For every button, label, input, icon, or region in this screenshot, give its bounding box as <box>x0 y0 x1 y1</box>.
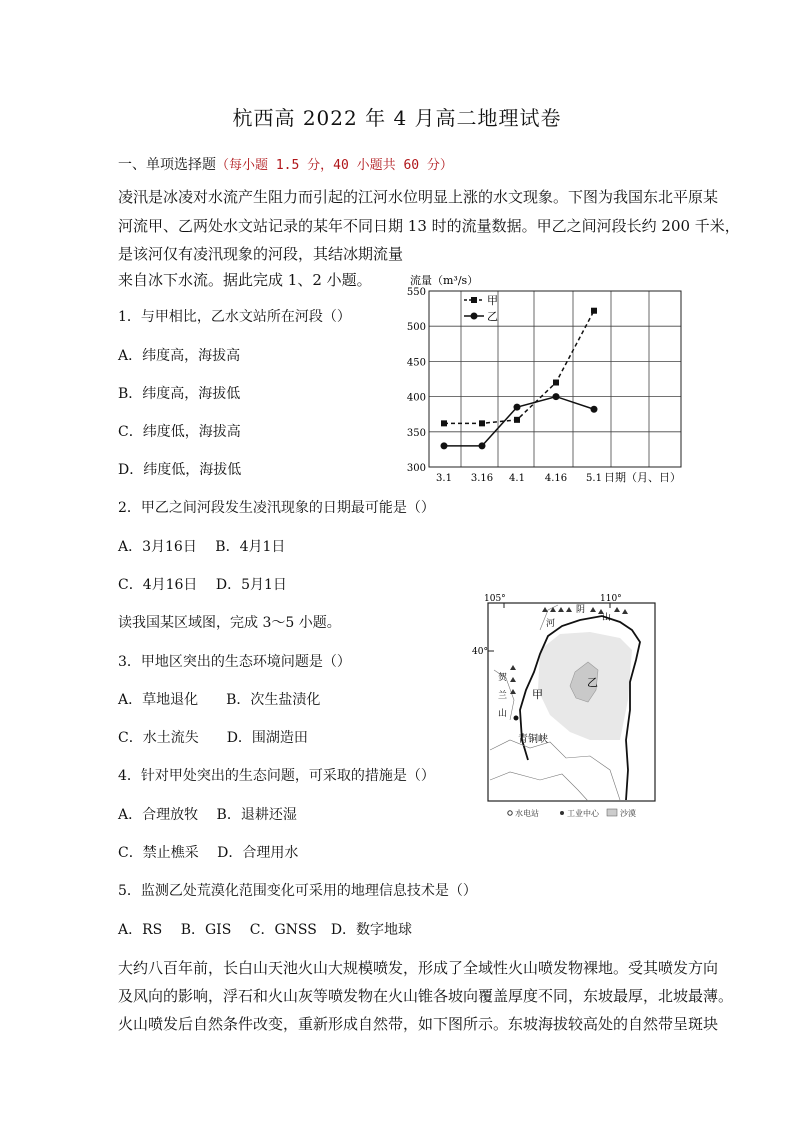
desert-icon <box>607 809 617 816</box>
y-tick-label: 450 <box>406 357 426 369</box>
flow-chart <box>404 268 696 488</box>
label-yi: 乙 <box>587 676 598 689</box>
page-title: 杭西高 2022 年 4 月高二地理试卷 <box>232 106 562 130</box>
point-jia <box>479 420 485 426</box>
q2-stem: 2．甲乙之间河段发生凌汛现象的日期最可能是（） <box>118 500 435 516</box>
y-tick-label: 500 <box>406 322 426 334</box>
point-jia <box>514 417 520 423</box>
label-he: 贺 <box>498 673 508 683</box>
industry-icon <box>560 811 564 815</box>
q5-stem: 5．监测乙处荒漠化范围变化可采用的地理信息技术是（） <box>118 883 477 899</box>
region-map <box>470 590 666 822</box>
legend-hydro: 水电站 <box>515 809 539 818</box>
y-tick-label: 350 <box>406 427 426 439</box>
label-lan: 兰 <box>498 691 508 701</box>
q1-stem: 1．与甲相比，乙水文站所在河段（） <box>118 309 351 325</box>
section-title: 一、单项选择题 <box>118 157 216 173</box>
legend-desert: 沙漠 <box>620 809 636 818</box>
x-tick-label: 5.1 <box>586 473 602 484</box>
map-legend <box>508 808 636 818</box>
y-tick-label: 300 <box>406 463 426 474</box>
intro2: 读我国某区域图，完成 3～5 小题。 <box>118 615 341 631</box>
legend-yi: 乙 <box>487 310 498 323</box>
chart-grid <box>429 291 681 467</box>
intro1-line1: 凌汛是冰凌对水流产生阻力而引起的江河水位明显上涨的水文现象。下图为我国东北平原某 <box>118 188 719 206</box>
point-yi <box>479 442 486 449</box>
map-lat-40: 40° <box>472 647 488 657</box>
label-qingtongxia: 青铜峡 <box>518 734 548 745</box>
legend-industry: 工业中心 <box>567 809 599 818</box>
intro3-line1: 大约八百年前，长白山天池火山大规模喷发，形成了全域性火山喷发物裸地。受其喷发方向 <box>118 959 719 977</box>
x-tick-label: 4.16 <box>544 473 568 484</box>
intro1-line2: 河流甲、乙两处水文站记录的某年不同日期 13 时的流量数据。甲乙之间河段长约 200 千米， <box>118 217 740 235</box>
chart-ylabel: 流量（m³/s） <box>410 274 479 287</box>
q2-options-cd: C．4月16日 D．5月1日 <box>118 577 287 593</box>
x-tick-label: 3.16 <box>470 473 494 484</box>
map-lon-105: 105° <box>484 594 506 604</box>
chart-xlabel: 日期（月、日） <box>604 471 681 484</box>
q1-option-a: A．纬度高，海拔高 <box>118 348 241 364</box>
section-note: （每小题 1.5 分，40 小题共 60 分） <box>216 158 453 173</box>
q1-option-b: B．纬度高，海拔低 <box>118 386 241 402</box>
x-tick-label: 3.1 <box>436 473 452 484</box>
intro3-line2: 及风向的影响，浮石和火山灰等喷发物在火山锥各坡向覆盖厚度不同，东坡最厚，北坡最薄。 <box>118 987 734 1005</box>
label-shan2: 山 <box>498 709 508 719</box>
industry-center-dot <box>514 716 519 721</box>
chart-series <box>441 308 598 450</box>
q3-options-ab: A．草地退化 B．次生盐渍化 <box>118 692 321 708</box>
point-yi <box>553 393 560 400</box>
x-tick-label: 4.1 <box>509 473 525 484</box>
chart-y-ticks <box>407 287 426 474</box>
hydropower-icon <box>508 811 512 815</box>
point-jia <box>441 420 447 426</box>
q4-options-ab: A．合理放牧 B．退耕还湿 <box>118 807 297 823</box>
chart-x-ticks <box>436 473 602 484</box>
point-jia <box>553 380 559 386</box>
map-lon-110: 110° <box>600 594 622 604</box>
q4-stem: 4．针对甲处突出的生态问题，可采取的措施是（） <box>118 768 435 784</box>
legend-jia: 甲 <box>487 294 498 307</box>
q3-stem: 3．甲地区突出的生态环境问题是（） <box>118 654 351 670</box>
label-yin: 阴 <box>576 605 586 615</box>
point-yi <box>441 442 448 449</box>
label-river: 河 <box>546 619 556 629</box>
q2-options-ab: A．3月16日 B．4月1日 <box>118 539 286 555</box>
y-tick-label: 550 <box>406 287 426 298</box>
q1-option-c: C．纬度低，海拔高 <box>118 424 241 440</box>
q4-options-cd: C．禁止樵采 D．合理用水 <box>118 845 299 861</box>
intro1-line4: 来自冰下水流。据此完成 1、2 小题。 <box>118 271 372 289</box>
legend-marker-yi <box>471 313 478 320</box>
point-jia <box>591 308 597 314</box>
point-yi <box>591 406 598 413</box>
y-tick-label: 400 <box>406 392 426 404</box>
point-yi <box>514 404 521 411</box>
chart-legend <box>464 294 498 323</box>
q5-options: A．RS B．GIS C．GNSS D．数字地球 <box>118 922 413 938</box>
intro3-line3: 火山喷发后自然条件改变，重新形成自然带，如下图所示。东坡海拔较高处的自然带呈斑块 <box>118 1015 719 1033</box>
chart-frame <box>429 291 681 467</box>
intro1-line3: 是该河仅有凌汛现象的河段，其结冰期流量 <box>118 245 404 263</box>
label-jia: 甲 <box>532 688 543 701</box>
q1-option-d: D．纬度低，海拔低 <box>118 462 242 478</box>
q3-options-cd: C．水土流失 D．围湖造田 <box>118 730 308 746</box>
label-shan: 山 <box>602 613 612 623</box>
legend-marker-jia <box>471 297 477 303</box>
section-heading <box>118 154 453 174</box>
